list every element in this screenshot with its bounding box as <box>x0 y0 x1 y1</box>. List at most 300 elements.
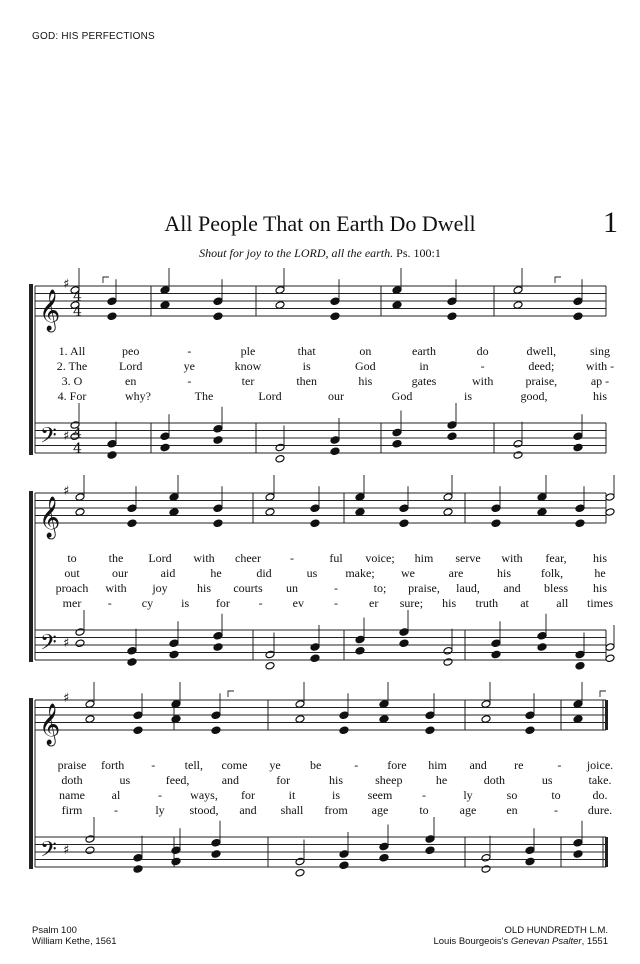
note-head <box>491 519 501 528</box>
lyric-syllable: - <box>557 758 562 772</box>
lyric-syllable: tell, <box>184 758 204 772</box>
note-head <box>447 312 457 321</box>
note-head <box>275 454 285 463</box>
note-head <box>525 711 535 720</box>
phrase-mark <box>103 277 109 283</box>
note-head <box>443 658 453 667</box>
note-head <box>513 286 523 295</box>
bass-clef-icon: 𝄢 <box>40 423 57 454</box>
note-head <box>211 711 221 720</box>
lyric-syllable: praise <box>57 758 87 772</box>
note-head <box>275 286 285 295</box>
lyric-syllable: - <box>334 596 338 610</box>
phrase-mark <box>555 277 561 283</box>
lyric-syllable: ly <box>463 788 473 802</box>
lyric-syllable: God <box>391 389 413 403</box>
note-head <box>213 519 223 528</box>
lyric-syllable: to <box>67 551 77 565</box>
system-brace <box>29 491 33 662</box>
lyric-syllable: with <box>501 551 523 565</box>
note-head <box>392 428 402 437</box>
note-head <box>169 650 179 659</box>
lyric-syllable: 4. For <box>57 389 87 403</box>
note-head <box>265 650 275 659</box>
time-signature: 4 <box>73 426 82 442</box>
lyric-syllable: come <box>221 758 248 772</box>
note-head <box>127 519 137 528</box>
lyric-syllable: his <box>592 551 608 565</box>
lyric-syllable: Lord <box>118 359 143 373</box>
lyric-syllable: aid <box>160 566 176 580</box>
note-head <box>265 508 275 517</box>
lyric-syllable: for <box>276 773 291 787</box>
lyric-syllable: truth <box>475 596 499 610</box>
lyric-syllable: seem <box>367 788 393 802</box>
lyric-syllable: all <box>556 596 569 610</box>
note-head <box>481 715 491 724</box>
lyric-syllable: ap - <box>590 374 610 388</box>
note-head <box>213 436 223 445</box>
lyric-syllable: shall <box>280 803 304 817</box>
lyric-syllable: do. <box>592 788 608 802</box>
lyric-syllable: - <box>334 581 338 595</box>
lyric-syllable: praise, <box>525 374 558 388</box>
note-head <box>573 700 583 709</box>
lyric-syllable: why? <box>125 389 151 403</box>
note-head <box>573 715 583 724</box>
lyric-syllable: and <box>221 773 240 787</box>
lyric-syllable: - <box>290 551 294 565</box>
lyric-syllable: so <box>506 788 518 802</box>
note-head <box>85 700 95 709</box>
note-head <box>399 519 409 528</box>
lyric-syllable: he <box>435 773 448 787</box>
lyric-syllable: God <box>354 359 376 373</box>
lyric-syllable: is <box>331 788 341 802</box>
note-head <box>275 443 285 452</box>
lyric-syllable: with - <box>585 359 615 373</box>
time-signature: 4 <box>73 289 82 305</box>
lyric-syllable: mer <box>62 596 82 610</box>
lyric-syllable: voice; <box>365 551 395 565</box>
note-head <box>573 432 583 441</box>
lyric-syllable: cheer <box>235 551 261 565</box>
note-head <box>107 297 117 306</box>
lyric-syllable: fore <box>387 758 407 772</box>
lyric-syllable: with <box>193 551 215 565</box>
lyric-syllable: - <box>258 596 263 610</box>
lyric-syllable: Lord <box>258 389 282 403</box>
note-head <box>127 504 137 513</box>
note-head <box>379 853 389 862</box>
lyric-syllable: we <box>401 566 415 580</box>
lyric-syllable: is <box>302 359 311 373</box>
lyric-syllable: ye <box>183 359 195 373</box>
note-head <box>213 643 223 652</box>
note-head <box>447 421 457 430</box>
note-head <box>399 504 409 513</box>
lyric-syllable: make; <box>345 566 375 580</box>
note-head <box>169 493 179 502</box>
lyric-syllable: then <box>296 374 317 388</box>
lyric-syllable: us <box>119 773 131 787</box>
note-head <box>605 508 615 517</box>
hymn-number: 1 <box>603 206 618 239</box>
note-head <box>133 865 143 874</box>
lyric-syllable: - <box>107 596 112 610</box>
note-head <box>85 846 95 855</box>
lyric-syllable: us <box>306 566 318 580</box>
scripture-text: Shout for joy to the LORD, all the earth. <box>199 246 394 260</box>
note-head <box>379 700 389 709</box>
lyric-syllable: it <box>288 788 296 802</box>
note-head <box>213 504 223 513</box>
lyric-syllable: sheep <box>375 773 403 787</box>
lyric-syllable: - <box>187 374 192 388</box>
note-head <box>295 715 305 724</box>
note-head <box>85 835 95 844</box>
lyric-syllable: his <box>592 389 608 403</box>
text-source: Psalm 100 <box>32 925 77 936</box>
lyric-syllable: the <box>108 551 124 565</box>
note-head <box>443 508 453 517</box>
bass-clef-icon: 𝄢 <box>40 630 57 661</box>
lyric-syllable: er <box>369 596 379 610</box>
note-head <box>575 519 585 528</box>
note-head <box>392 286 402 295</box>
note-head <box>605 654 615 663</box>
note-head <box>213 424 223 433</box>
lyric-syllable: laud, <box>456 581 480 595</box>
lyric-syllable: his <box>358 374 373 388</box>
lyric-syllable: ways, <box>190 788 218 802</box>
note-head <box>537 643 547 652</box>
note-head <box>310 643 320 652</box>
system-brace <box>29 284 33 455</box>
lyric-syllable: in <box>419 359 429 373</box>
note-head <box>171 715 181 724</box>
footer-left <box>32 925 116 947</box>
lyric-syllable: - <box>187 344 192 358</box>
note-head <box>75 493 85 502</box>
lyric-syllable: - <box>422 788 426 802</box>
note-head <box>425 835 435 844</box>
lyric-syllable: stood, <box>189 803 219 817</box>
lyric-syllable: Lord <box>148 551 172 565</box>
note-head <box>160 286 170 295</box>
note-head <box>295 868 305 877</box>
note-head <box>310 519 320 528</box>
note-head <box>295 700 305 709</box>
note-head <box>339 861 349 870</box>
note-head <box>355 646 365 655</box>
note-head <box>330 297 340 306</box>
note-head <box>447 297 457 306</box>
note-head <box>605 643 615 652</box>
note-head <box>425 726 435 735</box>
lyric-syllable: to <box>419 803 429 817</box>
note-head <box>513 451 523 460</box>
lyric-syllable: praise, <box>408 581 440 595</box>
note-head <box>481 700 491 709</box>
note-head <box>75 639 85 648</box>
lyric-syllable: and <box>239 803 257 817</box>
note-head <box>107 439 117 448</box>
note-head <box>171 857 181 866</box>
lyric-syllable: serve <box>455 551 481 565</box>
note-head <box>575 650 585 659</box>
sharp-icon: ♯ <box>63 277 70 292</box>
lyric-syllable: his <box>496 566 512 580</box>
lyric-syllable: sure; <box>399 596 424 610</box>
note-head <box>265 661 275 670</box>
phrase-mark <box>228 691 234 697</box>
sharp-icon: ♯ <box>63 429 70 444</box>
note-head <box>355 635 365 644</box>
note-head <box>443 493 453 502</box>
lyric-syllable: feed, <box>165 773 190 787</box>
note-head <box>295 857 305 866</box>
lyric-syllable: forth <box>100 758 125 772</box>
note-head <box>330 436 340 445</box>
lyric-syllable: out <box>64 566 80 580</box>
lyric-syllable: cy <box>141 596 154 610</box>
lyric-syllable: - <box>114 803 118 817</box>
note-head <box>160 301 170 310</box>
note-head <box>75 508 85 517</box>
lyric-syllable: 1. All <box>58 344 86 358</box>
note-head <box>275 301 285 310</box>
lyric-syllable: The <box>194 389 214 403</box>
note-head <box>75 628 85 637</box>
note-head <box>379 842 389 851</box>
note-head <box>211 838 221 847</box>
lyric-syllable: ly <box>155 803 165 817</box>
note-head <box>85 715 95 724</box>
lyric-syllable: him <box>428 758 447 772</box>
lyric-syllable: is <box>181 596 190 610</box>
note-head <box>211 850 221 859</box>
note-head <box>133 711 143 720</box>
sharp-icon: ♯ <box>63 691 70 706</box>
lyric-syllable: he <box>210 566 222 580</box>
note-head <box>310 504 320 513</box>
lyric-syllable: doth <box>61 773 83 787</box>
lyric-syllable: ye <box>269 758 281 772</box>
note-head <box>265 493 275 502</box>
sharp-icon: ♯ <box>63 636 70 651</box>
lyric-syllable: peo <box>121 344 140 358</box>
note-head <box>573 443 583 452</box>
note-head <box>171 700 181 709</box>
note-head <box>525 846 535 855</box>
note-head <box>171 846 181 855</box>
lyric-syllable: his <box>328 773 344 787</box>
tune-name: OLD HUNDREDTH L.M. <box>504 925 608 936</box>
lyric-syllable: name <box>59 788 85 802</box>
lyric-syllable: gates <box>411 374 437 388</box>
lyric-syllable: that <box>297 344 316 358</box>
note-head <box>575 504 585 513</box>
lyric-syllable: - <box>354 758 359 772</box>
note-head <box>392 301 402 310</box>
lyric-syllable: times <box>587 596 613 610</box>
lyric-syllable: ful <box>329 551 343 565</box>
lyric-syllable: folk, <box>540 566 564 580</box>
lyric-syllable: firm <box>61 803 83 817</box>
lyric-syllable: age <box>459 803 477 817</box>
treble-clef-icon: 𝄞 <box>39 497 61 538</box>
lyric-syllable: 3. O <box>61 374 83 388</box>
lyric-syllable: on <box>359 344 372 358</box>
lyric-syllable: - <box>480 359 485 373</box>
lyric-syllable: at <box>520 596 529 610</box>
sharp-icon: ♯ <box>63 484 70 499</box>
lyric-syllable: to <box>551 788 561 802</box>
lyric-syllable: good, <box>520 389 548 403</box>
lyric-syllable: re <box>514 758 524 772</box>
lyric-syllable: ter <box>241 374 255 388</box>
lyric-syllable: his <box>592 581 608 595</box>
bass-clef-icon: 𝄢 <box>40 837 57 868</box>
final-barline <box>605 837 608 867</box>
lyric-syllable: with <box>105 581 127 595</box>
hymn-title: All People That on Earth Do Dwell <box>164 211 476 236</box>
note-head <box>160 443 170 452</box>
note-head <box>425 846 435 855</box>
note-head <box>339 711 349 720</box>
treble-clef-icon: 𝄞 <box>39 290 61 331</box>
note-head <box>443 646 453 655</box>
note-head <box>425 711 435 720</box>
scripture-ref: Ps. 100:1 <box>396 246 441 260</box>
lyric-syllable: - <box>151 758 156 772</box>
lyric-syllable: 2. The <box>56 359 88 373</box>
note-head <box>491 504 501 513</box>
lyric-syllable: - <box>554 803 558 817</box>
lyric-syllable: deed; <box>528 359 555 373</box>
lyric-syllable: to; <box>373 581 387 595</box>
note-head <box>481 853 491 862</box>
note-head <box>339 726 349 735</box>
lyric-syllable: ev <box>292 596 304 610</box>
lyric-syllable: bless <box>544 581 568 595</box>
lyric-syllable: for <box>241 788 255 802</box>
note-head <box>573 850 583 859</box>
text-author: William Kethe, 1561 <box>32 936 117 947</box>
note-head <box>573 838 583 847</box>
note-head <box>310 654 320 663</box>
note-head <box>330 447 340 456</box>
lyric-syllable: are <box>448 566 464 580</box>
note-head <box>169 508 179 517</box>
note-head <box>379 715 389 724</box>
lyric-syllable: dwell, <box>526 344 557 358</box>
time-signature: 4 <box>73 441 82 457</box>
lyric-syllable: him <box>414 551 434 565</box>
lyric-syllable: doth <box>483 773 506 787</box>
lyric-syllable: be <box>310 758 322 772</box>
lyric-syllable: is <box>463 389 473 403</box>
note-head <box>339 850 349 859</box>
note-head <box>392 439 402 448</box>
note-head <box>525 857 535 866</box>
treble-clef-icon: 𝄞 <box>39 704 61 745</box>
lyric-syllable: dure. <box>587 803 613 817</box>
lyric-syllable: ple <box>240 344 256 358</box>
note-head <box>107 451 117 460</box>
lyric-syllable: us <box>541 773 553 787</box>
note-head <box>399 639 409 648</box>
note-head <box>213 297 223 306</box>
lyric-syllable: from <box>324 803 348 817</box>
lyric-syllable: un <box>286 581 298 595</box>
lyric-syllable: did <box>256 566 272 580</box>
lyric-syllable: - <box>158 788 162 802</box>
lyric-syllable: joy <box>152 581 168 595</box>
note-head <box>481 865 491 874</box>
lyric-syllable: our <box>328 389 344 403</box>
lyric-syllable: earth <box>412 344 436 358</box>
note-head <box>447 432 457 441</box>
note-head <box>330 312 340 321</box>
note-head <box>605 493 615 502</box>
lyric-syllable: en <box>124 374 137 388</box>
system-brace <box>29 698 33 869</box>
lyric-syllable: age <box>371 803 389 817</box>
tune-source: Louis Bourgeois's Genevan Psalter, 1551 <box>433 936 608 947</box>
note-head <box>513 301 523 310</box>
footer-right <box>433 925 608 947</box>
note-head <box>355 508 365 517</box>
lyric-syllable: his <box>196 581 212 595</box>
final-barline <box>605 700 608 730</box>
lyric-syllable: know <box>234 359 262 373</box>
note-head <box>491 650 501 659</box>
lyric-syllable: fear, <box>545 551 567 565</box>
note-head <box>573 297 583 306</box>
lyric-syllable: for <box>215 596 230 610</box>
lyric-syllable: do <box>476 344 489 358</box>
phrase-mark <box>600 691 606 697</box>
lyric-syllable: en <box>506 803 518 817</box>
note-head <box>491 639 501 648</box>
note-head <box>127 646 137 655</box>
note-head <box>133 853 143 862</box>
note-head <box>537 493 547 502</box>
sharp-icon: ♯ <box>63 843 70 858</box>
lyric-syllable: and <box>469 758 487 772</box>
lyric-syllable: courts <box>233 581 263 595</box>
note-head <box>537 631 547 640</box>
lyric-syllable: our <box>112 566 128 580</box>
note-head <box>399 628 409 637</box>
note-head <box>133 726 143 735</box>
note-head <box>160 432 170 441</box>
lyric-syllable: al <box>111 788 121 802</box>
section-header: GOD: HIS PERFECTIONS <box>32 31 155 42</box>
note-head <box>107 312 117 321</box>
lyric-syllable: he <box>594 566 606 580</box>
note-head <box>213 312 223 321</box>
note-head <box>573 312 583 321</box>
note-head <box>513 439 523 448</box>
note-head <box>537 508 547 517</box>
time-signature: 4 <box>73 304 82 320</box>
lyric-syllable: joice. <box>586 758 614 772</box>
note-head <box>211 726 221 735</box>
note-head <box>213 631 223 640</box>
